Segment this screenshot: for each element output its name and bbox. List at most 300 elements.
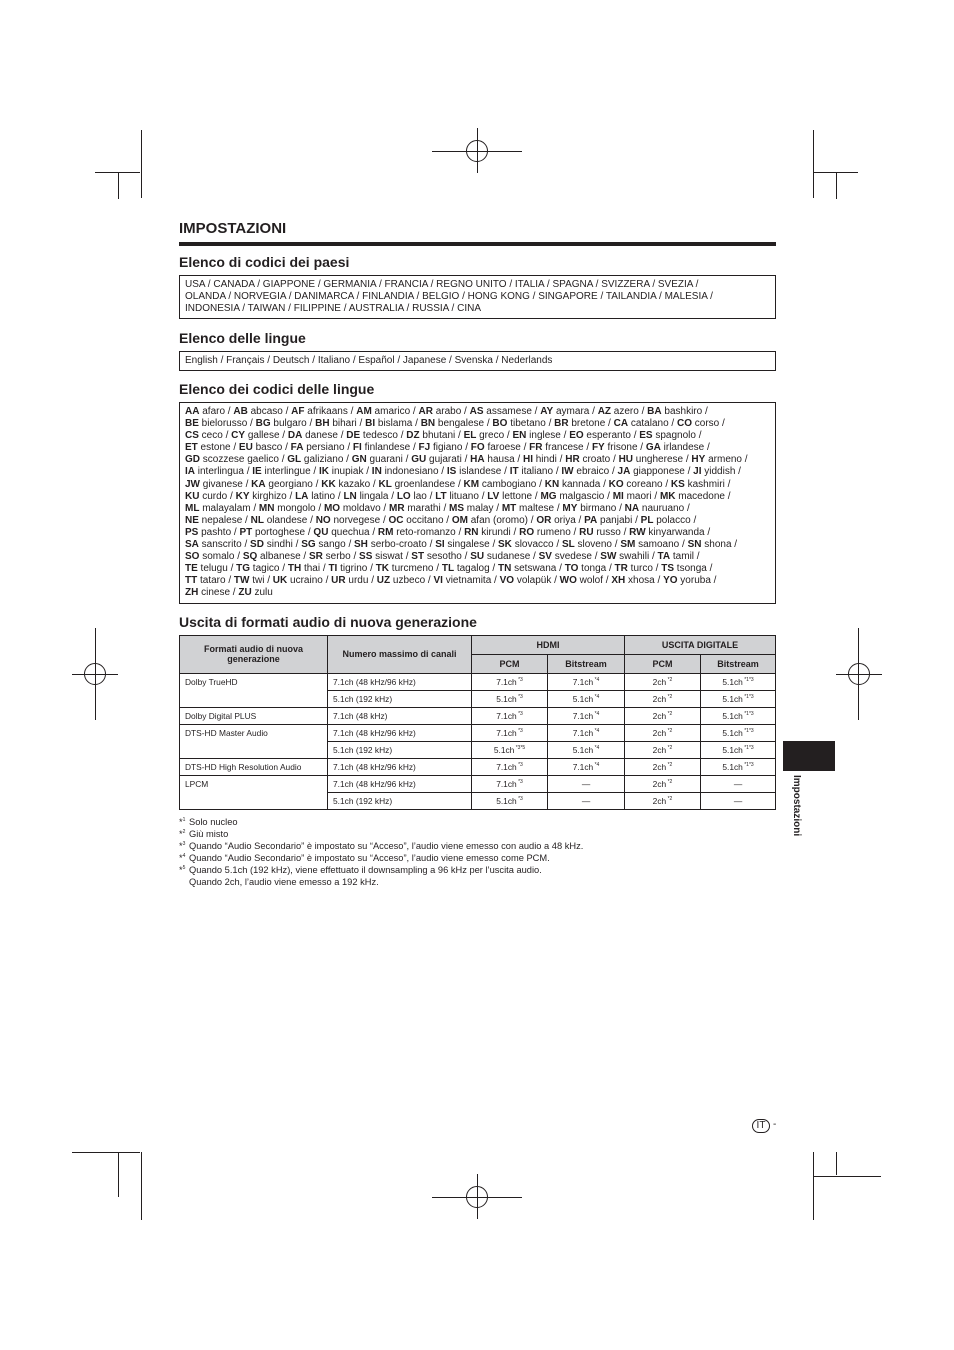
language-code: NE — [185, 514, 199, 526]
language-codes-line — [185, 539, 770, 551]
language-name: lettone / — [499, 490, 541, 502]
language-name: persiano / — [303, 442, 353, 454]
table-cell: 2ch $^{*2}$ — [625, 792, 701, 809]
language-code: KU — [185, 490, 200, 502]
language-codes-line — [185, 515, 770, 527]
language-name: cambogiano / — [479, 478, 545, 490]
language-code: EL — [463, 430, 477, 442]
countries-line: OLANDA / NORVEGIA / DANIMARCA / FINLANDIA / BELGIO / HONG KONG / SINGAPORE / TAILANDIA / MALESIA / — [185, 291, 713, 302]
table-cell: 2ch $^{*2}$ — [625, 758, 701, 775]
language-code: WO — [559, 575, 577, 587]
language-code: JA — [617, 466, 631, 478]
format-cell: LPCM — [180, 775, 328, 809]
table-cell: 2ch $^{*2}$ — [625, 690, 701, 707]
header-hdmi-pcm: PCM — [472, 654, 548, 673]
language-name: ceco / — [198, 430, 232, 442]
language-codes-line — [185, 527, 770, 539]
language-name: samoano / — [635, 539, 688, 551]
language-name: yoruba / — [677, 575, 717, 587]
language-code: CY — [231, 430, 246, 442]
language-code: RW — [629, 526, 646, 538]
language-name: groenlandese / — [391, 478, 464, 490]
language-name: volapük / — [514, 575, 560, 587]
table-cell: 7.1ch $^{*3}$ — [472, 775, 548, 792]
title-rule — [179, 242, 776, 246]
countries-heading: Elenco di codici dei paesi — [179, 254, 350, 270]
format-cell: DTS-HD Master Audio — [180, 724, 328, 758]
language-code: SG — [301, 539, 316, 551]
language-code: NA — [624, 502, 640, 514]
language-name: coreano / — [623, 478, 671, 490]
language-name: danese / — [302, 430, 347, 442]
table-cell: 5.1ch $^{*3}$ — [472, 792, 548, 809]
language-name: sango / — [315, 539, 355, 551]
language-code: HY — [691, 454, 706, 466]
language-name: somalo / — [199, 551, 243, 563]
language-code: NL — [250, 514, 264, 526]
language-name: kirundi / — [478, 526, 520, 538]
language-code: ML — [185, 502, 200, 514]
table-cell: 7.1ch $^{*3}$ — [472, 707, 548, 724]
language-code: SV — [538, 551, 552, 563]
table-row — [180, 758, 776, 775]
format-cell: DTS-HD High Resolution Audio — [180, 758, 328, 775]
language-name: bislama / — [375, 418, 421, 430]
language-code: ZU — [238, 587, 252, 599]
language-name: thai / — [301, 563, 329, 575]
table-cell: 2ch $^{*2}$ — [625, 707, 701, 724]
language-name: armeno / — [705, 454, 748, 466]
language-name: svedese / — [551, 551, 601, 563]
table-cell: 5.1ch $^{*4}$ — [548, 690, 625, 707]
language-code: MG — [540, 490, 557, 502]
language-name: turcmeno / — [389, 563, 442, 575]
language-code: TH — [287, 563, 302, 575]
language-code: SO — [185, 551, 200, 563]
language-code: AY — [540, 406, 554, 417]
language-code: MT — [501, 502, 517, 514]
language-code: DE — [346, 430, 361, 442]
language-name: olandese / — [263, 514, 316, 526]
language-name: esperanto / — [583, 430, 640, 442]
countries-box — [179, 275, 776, 319]
language-code: NO — [315, 514, 331, 526]
header-format: Formati audio di nuova generazione — [180, 635, 328, 673]
footnote-mark: *$^2$ — [179, 828, 186, 839]
language-code: ES — [639, 430, 653, 442]
header-digital-bitstream: Bitstream — [701, 654, 776, 673]
language-name: malayalam / — [199, 502, 259, 514]
footnote — [179, 816, 776, 828]
language-code: TN — [497, 563, 512, 575]
footnote-text: Quando “Audio Secondario” è impostato su “Acceso”, l’audio viene emesso come PCM. — [189, 852, 550, 863]
language-code: GD — [185, 454, 200, 466]
language-name: tagico / — [250, 563, 288, 575]
page-title: IMPOSTAZIONI — [179, 220, 287, 237]
language-name: italiano / — [518, 466, 562, 478]
language-code: FO — [470, 442, 485, 454]
language-name: tedesco / — [360, 430, 407, 442]
language-codes-line — [185, 406, 770, 418]
language-code: FR — [529, 442, 543, 454]
language-name: occitano / — [403, 514, 452, 526]
language-name: basco / — [252, 442, 291, 454]
table-row — [180, 724, 776, 741]
language-code: MK — [659, 490, 676, 502]
language-code: YO — [663, 575, 678, 587]
language-name: moldavo / — [340, 502, 389, 514]
language-code: AS — [469, 406, 484, 417]
language-code: TI — [328, 563, 338, 575]
language-name: norvegese / — [330, 514, 389, 526]
language-name: tibetano / — [507, 418, 555, 430]
audio-heading: Uscita di formati audio di nuova generazione — [179, 613, 477, 630]
table-cell: 2ch $^{*2}$ — [625, 724, 701, 741]
language-code: CO — [676, 418, 692, 430]
language-code: IA — [185, 466, 195, 478]
language-name: gallese / — [245, 430, 288, 442]
language-code: SA — [185, 539, 199, 551]
language-code: GL — [287, 454, 302, 466]
table-cell: 5.1ch $^{*3*5}$ — [472, 741, 548, 758]
language-code: GN — [351, 454, 367, 466]
language-name: afan (oromo) / — [467, 514, 537, 526]
language-name: macedone / — [675, 490, 731, 502]
language-code: SD — [250, 539, 264, 551]
language-name: figiano / — [430, 442, 471, 454]
language-name: bashkiro / — [661, 406, 708, 417]
language-name: pashto / — [198, 526, 240, 538]
language-code: SK — [498, 539, 512, 551]
language-code: BA — [647, 406, 662, 417]
language-code: GA — [645, 442, 661, 454]
language-name: slovacco / — [511, 539, 562, 551]
language-code: LT — [435, 490, 447, 502]
language-name: malgascio / — [556, 490, 613, 502]
footnote-mark: *$^1$ — [179, 816, 186, 827]
language-name: aymara / — [553, 406, 598, 417]
page-suffix: - — [773, 1119, 777, 1130]
language-name: tsonga / — [674, 563, 713, 575]
language-name: lao / — [410, 490, 436, 502]
table-cell: 7.1ch $^{*4}$ — [548, 724, 625, 741]
language-code: EU — [238, 442, 253, 454]
language-name: rumeno / — [534, 526, 580, 538]
channels-cell: 7.1ch (48 kHz) — [328, 707, 472, 724]
language-name: urdu / — [345, 575, 377, 587]
header-hdmi: HDMI — [472, 635, 625, 654]
language-code: KM — [463, 478, 480, 490]
language-name: maori / — [623, 490, 660, 502]
language-code: KL — [378, 478, 392, 490]
table-row — [180, 673, 776, 690]
header-channels: Numero massimo di canali — [328, 635, 472, 673]
channels-cell: 5.1ch (192 kHz) — [328, 690, 472, 707]
language-code: IT — [509, 466, 519, 478]
language-name: spagnolo / — [652, 430, 702, 442]
table-cell: 7.1ch $^{*4}$ — [548, 758, 625, 775]
language-name: curdo / — [199, 490, 236, 502]
language-name: guarani / — [366, 454, 412, 466]
language-code: SH — [354, 539, 368, 551]
language-name: kirghizo / — [249, 490, 296, 502]
language-code: AA — [185, 406, 200, 417]
page-content — [179, 220, 776, 888]
language-name: frisone / — [604, 442, 646, 454]
table-cell: — — [701, 775, 776, 792]
language-code: AB — [233, 406, 248, 417]
language-name: quechua / — [328, 526, 378, 538]
language-name: tataro / — [197, 575, 234, 587]
language-code: IE — [252, 466, 262, 478]
language-name: reto-romanzo / — [393, 526, 465, 538]
language-name: hindi / — [532, 454, 566, 466]
language-code: AF — [291, 406, 305, 417]
language-name: xhosa / — [625, 575, 664, 587]
language-code: HR — [565, 454, 580, 466]
language-code: LO — [396, 490, 411, 502]
footnote-mark — [179, 876, 189, 888]
channels-cell: 7.1ch (48 kHz/96 kHz) — [328, 724, 472, 741]
language-code: SQ — [242, 551, 258, 563]
language-name: bengalese / — [435, 418, 493, 430]
language-name: bhutani / — [419, 430, 464, 442]
language-code: TT — [185, 575, 198, 587]
language-code: MR — [389, 502, 405, 514]
language-code: AR — [418, 406, 433, 417]
header-hdmi-bitstream: Bitstream — [548, 654, 625, 673]
table-cell: 7.1ch $^{*4}$ — [548, 673, 625, 690]
language-name: singalese / — [444, 539, 499, 551]
language-code: UR — [331, 575, 346, 587]
language-name: ucraino / — [287, 575, 332, 587]
language-name: bihari / — [329, 418, 366, 430]
language-name: kashmiri / — [684, 478, 731, 490]
language-name: bulgaro / — [270, 418, 316, 430]
language-code: MI — [612, 490, 624, 502]
language-code: BR — [554, 418, 569, 430]
language-name: turco / — [627, 563, 662, 575]
language-code: ET — [185, 442, 198, 454]
table-cell: 5.1ch $^{*1*3}$ — [701, 758, 776, 775]
language-code: BG — [255, 418, 271, 430]
language-code: SW — [600, 551, 617, 563]
language-code: PL — [640, 514, 654, 526]
language-code: FA — [290, 442, 304, 454]
section-tab — [783, 741, 835, 771]
language-code: JI — [693, 466, 702, 478]
language-code: PS — [185, 526, 199, 538]
language-code: RO — [519, 526, 535, 538]
table-cell: 2ch $^{*2}$ — [625, 673, 701, 690]
language-name: abcaso / — [247, 406, 292, 417]
table-cell: 2ch $^{*2}$ — [625, 741, 701, 758]
footnote-mark: *$^5$ — [179, 864, 186, 875]
language-code: LA — [295, 490, 309, 502]
language-codes-box — [179, 402, 776, 604]
language-name: russo / — [593, 526, 630, 538]
language-code: TW — [233, 575, 250, 587]
language-name: setswana / — [511, 563, 565, 575]
language-name: ebraico / — [573, 466, 618, 478]
language-name: sudanese / — [484, 551, 539, 563]
language-name: sanscrito / — [198, 539, 251, 551]
language-name: interlingua / — [195, 466, 253, 478]
language-code: SN — [687, 539, 702, 551]
footnote — [179, 852, 776, 864]
language-codes-heading: Elenco dei codici delle lingue — [179, 381, 375, 397]
language-name: telugu / — [197, 563, 237, 575]
language-name: ungherese / — [633, 454, 692, 466]
language-code: OM — [451, 514, 468, 526]
language-name: islandese / — [456, 466, 510, 478]
language-codes-line — [185, 503, 770, 515]
language-code: CA — [613, 418, 629, 430]
language-name: twi / — [249, 575, 273, 587]
language-name: amarico / — [371, 406, 419, 417]
language-name: croato / — [579, 454, 619, 466]
language-code: HI — [522, 454, 533, 466]
language-code: KA — [251, 478, 266, 490]
languages-heading: Elenco delle lingue — [179, 330, 306, 346]
language-name: oriya / — [551, 514, 585, 526]
language-code: TR — [614, 563, 628, 575]
language-code: ZH — [185, 587, 199, 599]
language-name: kazako / — [335, 478, 379, 490]
language-code: SM — [620, 539, 636, 551]
language-name: portoghese / — [252, 526, 314, 538]
language-name: givanese / — [200, 478, 252, 490]
language-name: sesotho / — [424, 551, 471, 563]
language-code: OR — [536, 514, 552, 526]
table-cell: — — [548, 792, 625, 809]
language-name: georgiano / — [265, 478, 322, 490]
language-code: EN — [512, 430, 527, 442]
language-code: TA — [657, 551, 671, 563]
language-code: PT — [239, 526, 253, 538]
language-name: assamese / — [483, 406, 541, 417]
language-name: greco / — [476, 430, 513, 442]
language-code: IN — [371, 466, 382, 478]
language-code: MO — [323, 502, 341, 514]
language-code: OC — [388, 514, 404, 526]
language-code: HA — [470, 454, 485, 466]
side-label: Impostazioni — [791, 775, 802, 837]
language-code: BO — [492, 418, 508, 430]
table-cell: — — [548, 775, 625, 792]
language-name: nauruano / — [639, 502, 690, 514]
language-name: azero / — [611, 406, 648, 417]
language-code: TS — [661, 563, 675, 575]
language-code: SL — [561, 539, 575, 551]
footnote-mark: *$^4$ — [179, 852, 186, 863]
language-name: kannada / — [559, 478, 609, 490]
language-code: PA — [584, 514, 598, 526]
language-code: BI — [365, 418, 376, 430]
language-code: LN — [343, 490, 357, 502]
language-codes-line — [185, 418, 770, 430]
footnote-text: Quando 2ch, l’audio viene emesso a 192 kHz. — [189, 876, 379, 887]
language-name: lituano / — [446, 490, 488, 502]
language-codes-line — [185, 454, 770, 466]
language-name: interlingue / — [261, 466, 319, 478]
language-name: galiziano / — [301, 454, 352, 466]
language-code: KO — [608, 478, 624, 490]
footnote-mark: *$^3$ — [179, 840, 186, 851]
language-code: RU — [579, 526, 594, 538]
language-code: JW — [185, 478, 200, 490]
table-cell: 7.1ch $^{*3}$ — [472, 673, 548, 690]
footnote-text: Quando 5.1ch (192 kHz), viene effettuato il downsampling a 96 kHz per l’uscita audio. — [189, 864, 542, 875]
language-code: VO — [499, 575, 515, 587]
language-code: BE — [185, 418, 199, 430]
table-row — [180, 707, 776, 724]
table-cell: 5.1ch $^{*3}$ — [472, 690, 548, 707]
language-code: RN — [464, 526, 479, 538]
table-cell: 7.1ch $^{*3}$ — [472, 724, 548, 741]
language-name: birmano / — [577, 502, 625, 514]
language-code: IW — [561, 466, 574, 478]
language-code: MS — [449, 502, 465, 514]
language-code: SS — [359, 551, 373, 563]
languages-text: English / Français / Deutsch / Italiano / Español / Japanese / Svenska / Nederlands — [185, 355, 553, 366]
language-name: afaro / — [199, 406, 234, 417]
language-name: finlandese / — [361, 442, 419, 454]
language-name: tamil / — [670, 551, 700, 563]
language-name: arabo / — [432, 406, 470, 417]
language-code: FJ — [418, 442, 431, 454]
language-code: KN — [544, 478, 560, 490]
language-code: MN — [258, 502, 275, 514]
channels-cell: 5.1ch (192 kHz) — [328, 792, 472, 809]
language-code: MY — [562, 502, 578, 514]
language-code: CS — [185, 430, 199, 442]
channels-cell: 7.1ch (48 kHz/96 kHz) — [328, 673, 472, 690]
language-code: QU — [313, 526, 329, 538]
footnotes — [179, 816, 776, 888]
language-code: TL — [441, 563, 455, 575]
audio-table — [179, 635, 776, 810]
footnote-text: Quando “Audio Secondario” è impostato su “Acceso”, l’audio viene emesso con audio a 48 kHz. — [189, 840, 584, 851]
table-cell: 5.1ch $^{*4}$ — [548, 741, 625, 758]
language-code: TE — [185, 563, 198, 575]
language-name: lingala / — [356, 490, 397, 502]
language-code: VI — [433, 575, 443, 587]
language-codes-line — [185, 466, 770, 478]
language-name: sloveno / — [574, 539, 621, 551]
language-code: KY — [235, 490, 250, 502]
language-name: serbo / — [322, 551, 360, 563]
language-codes-line — [185, 563, 770, 575]
language-name: faroese / — [484, 442, 530, 454]
language-code: ST — [411, 551, 425, 563]
language-name: latino / — [308, 490, 344, 502]
language-name: catalano / — [628, 418, 677, 430]
language-code: FI — [352, 442, 362, 454]
language-code: UK — [272, 575, 288, 587]
language-name: mongolo / — [274, 502, 324, 514]
language-name: yiddish / — [701, 466, 741, 478]
language-name: uzbeco / — [390, 575, 434, 587]
language-codes-line — [185, 430, 770, 442]
header-digital: USCITA DIGITALE — [625, 635, 776, 654]
language-codes-line — [185, 587, 770, 599]
language-name: marathi / — [404, 502, 450, 514]
language-codes-line — [185, 551, 770, 563]
footnote — [179, 876, 776, 888]
language-code: TO — [564, 563, 579, 575]
language-name: polacco / — [653, 514, 697, 526]
